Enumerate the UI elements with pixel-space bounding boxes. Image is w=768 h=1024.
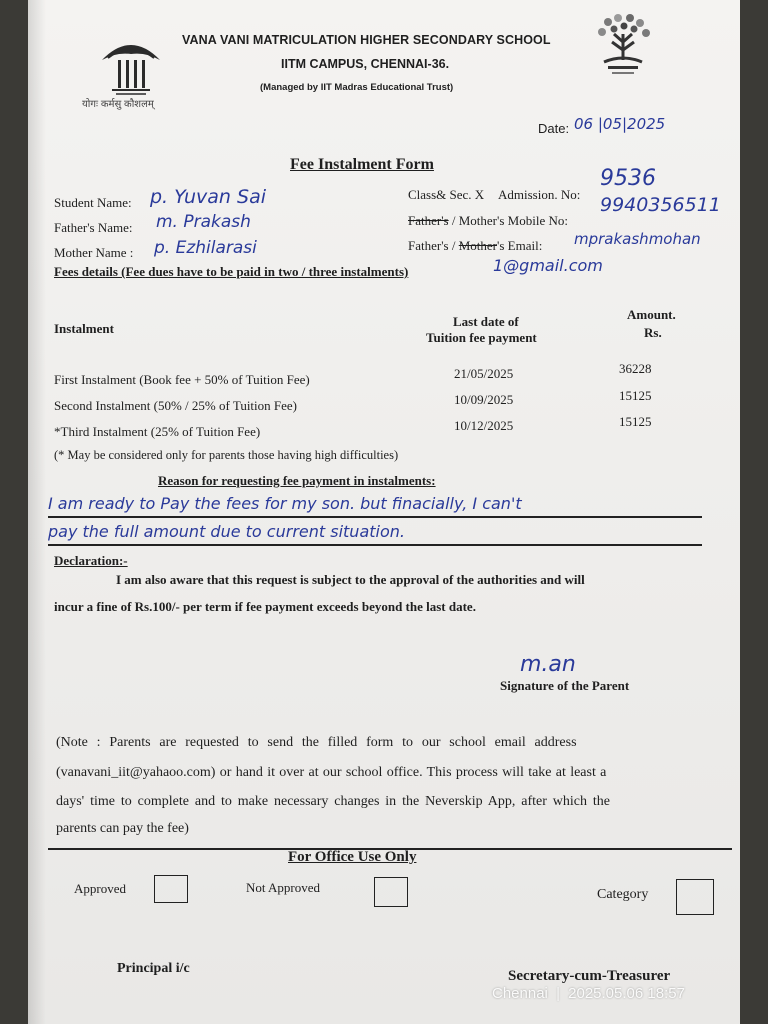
declaration-line1: I am also aware that this request is subject to the approval of the authorities and will bbox=[116, 572, 585, 587]
note-line4: parents can pay the fee) bbox=[56, 821, 189, 836]
school-address: IITM CAMPUS, CHENNAI-36. bbox=[281, 57, 450, 71]
col-amount-1: Amount. bbox=[627, 307, 676, 322]
not-approved-label: Not Approved bbox=[246, 880, 321, 895]
father-name-label: Father's Name: bbox=[54, 220, 133, 235]
signature-label: Signature of the Parent bbox=[500, 678, 630, 693]
mobile-label-rest: / Mother's Mobile No: bbox=[448, 213, 568, 228]
row1-instalment: First Instalment (Book fee + 50% of Tuition Fee) bbox=[54, 372, 310, 387]
mobile-value: 9940356511 bbox=[600, 194, 721, 216]
mother-name-value: p. Ezhilarasi bbox=[154, 238, 257, 258]
watermark-separator: | bbox=[556, 985, 560, 1002]
approved-checkbox[interactable] bbox=[154, 875, 188, 903]
col-amount-2: Rs. bbox=[644, 325, 662, 340]
form-paper bbox=[28, 0, 740, 1024]
email-label-rest: 's Email: bbox=[497, 238, 543, 253]
mother-name-label: Mother Name : bbox=[54, 245, 134, 260]
student-name-value: p. Yuvan Sai bbox=[150, 186, 266, 208]
email-label bbox=[408, 238, 542, 254]
reason-rule-2 bbox=[48, 544, 702, 546]
form-title: Fee Instalment Form bbox=[290, 156, 434, 173]
approved-label: Approved bbox=[74, 881, 126, 896]
school-name: VANA VANI MATRICULATION HIGHER SECONDARY SCHOOL bbox=[182, 33, 551, 47]
reason-heading: Reason for requesting fee payment in instalments: bbox=[158, 473, 436, 488]
principal-label: Principal i/c bbox=[117, 961, 190, 976]
watermark-location: Chennai bbox=[492, 985, 548, 1002]
reason-rule-1 bbox=[48, 516, 702, 518]
mobile-label bbox=[408, 213, 568, 229]
email-value-line1: mprakashmohan bbox=[574, 230, 701, 248]
email-label-struck: Mother bbox=[458, 238, 498, 253]
admission-value: 9536 bbox=[600, 166, 656, 191]
tree-of-life-icon bbox=[590, 12, 656, 78]
school-logo-left bbox=[96, 34, 166, 98]
date-value: 06 |05|2025 bbox=[574, 115, 666, 133]
reason-line1: I am ready to Pay the fees for my son. but finacially, I can't bbox=[48, 494, 522, 513]
class-label: Class& Sec. X bbox=[408, 187, 485, 202]
mobile-label-struck: Father's bbox=[408, 213, 449, 228]
row2-amount: 15125 bbox=[619, 388, 652, 403]
school-motto: योगः कर्मसु कौशलम् bbox=[82, 99, 154, 110]
row3-amount: 15125 bbox=[619, 414, 652, 429]
tree-emblem-icon bbox=[96, 34, 166, 98]
date-label: Date: bbox=[538, 121, 570, 136]
declaration-line2: incur a fine of Rs.100/- per term if fee payment exceeds beyond the last date. bbox=[54, 599, 476, 614]
col-instalment: Instalment bbox=[54, 321, 114, 336]
school-logo-right bbox=[590, 12, 656, 78]
father-name-value: m. Prakash bbox=[156, 212, 251, 232]
email-value-line2: 1@gmail.com bbox=[493, 256, 603, 275]
paper-edge-shadow bbox=[28, 0, 46, 1024]
note-line2: (vanavani_iit@yahaoo.com) or hand it over at our school office. This process will take at least a bbox=[56, 765, 607, 780]
table-footnote: (* May be considered only for parents those having high difficulties) bbox=[54, 448, 399, 462]
row2-date: 10/09/2025 bbox=[454, 392, 514, 407]
note-line1-text: (Note : Parents are requested to send the filled form to our school email address bbox=[56, 735, 577, 750]
email-label-start: Father's / bbox=[408, 238, 459, 253]
office-heading: For Office Use Only bbox=[288, 849, 417, 865]
parent-signature-mark: m.an bbox=[520, 652, 576, 677]
row1-date: 21/05/2025 bbox=[454, 366, 514, 381]
row1-amount: 36228 bbox=[619, 361, 652, 376]
not-approved-checkbox[interactable] bbox=[374, 877, 408, 907]
student-name-label: Student Name: bbox=[54, 195, 132, 210]
row3-instalment: *Third Instalment (25% of Tuition Fee) bbox=[54, 424, 261, 439]
row3-date: 10/12/2025 bbox=[454, 418, 514, 433]
row2-instalment: Second Instalment (50% / 25% of Tuition Fee) bbox=[54, 398, 298, 413]
secretary-label: Secretary-cum-Treasurer bbox=[508, 968, 671, 984]
col-last-date-2: Tuition fee payment bbox=[426, 330, 537, 345]
category-label: Category bbox=[597, 887, 649, 902]
note-line1 bbox=[56, 735, 577, 751]
col-last-date-1: Last date of bbox=[453, 314, 519, 329]
photo-watermark bbox=[492, 985, 685, 1002]
reason-line2: pay the full amount due to current situation. bbox=[48, 522, 405, 541]
note-line3: days' time to complete and to make necessary changes in the Neverskip App, after which the bbox=[56, 794, 611, 809]
managed-by: (Managed by IIT Madras Educational Trust) bbox=[260, 82, 454, 93]
declaration-heading: Declaration:- bbox=[54, 553, 128, 568]
admission-label: Admission. No: bbox=[498, 187, 581, 202]
watermark-timestamp: 2025.05.06 18:57 bbox=[568, 985, 685, 1002]
category-checkbox[interactable] bbox=[676, 879, 714, 915]
fees-heading: Fees details (Fee dues have to be paid in two / three instalments) bbox=[54, 264, 409, 279]
